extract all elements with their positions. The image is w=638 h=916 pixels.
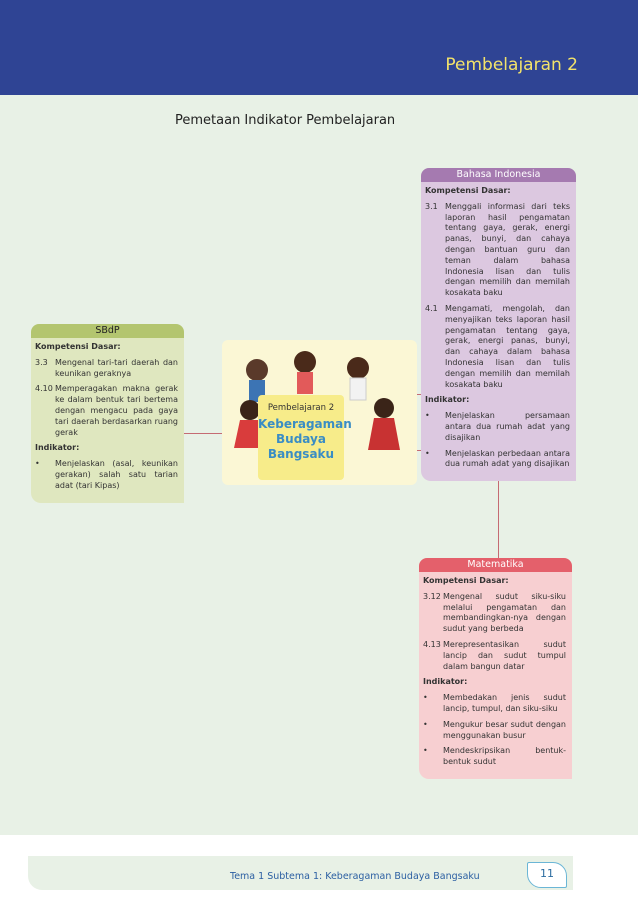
kd-number: 3.3 — [35, 357, 48, 367]
kd-item — [35, 384, 178, 438]
indikator-label: Indikator: — [35, 443, 80, 453]
kd-item — [425, 304, 570, 390]
center-topic-banner — [258, 395, 352, 480]
kd-item — [423, 640, 566, 672]
kd-text: Memperagakan makna gerak ke dalam bentuk tari bertema dengan mengacu pada gaya tari daerah berdasarkan ruang gerak — [55, 384, 178, 437]
indikator-item — [423, 720, 566, 742]
bahasa-indonesia-box — [421, 168, 576, 481]
indikator-item — [425, 449, 570, 471]
kd-number: 4.10 — [35, 384, 53, 394]
footer-text: Tema 1 Subtema 1: Keberagaman Budaya Bangsaku — [230, 871, 480, 882]
kd-text: Merepresentasikan sudut lancip dan sudut tumpul dalam bangun datar — [443, 639, 566, 671]
center-title — [258, 417, 352, 462]
kd-text: Mengamati, mengolah, dan menyajikan teks laporan hasil pengamatan tentang gaya, gerak, energi panas, bunyi, dan cahaya dalam bahasa Indonesia lisan dan tulis dengan memilih dan memilah kosakata baku — [445, 303, 570, 389]
indikator-label: Indikator: — [423, 677, 468, 687]
bi-title: Bahasa Indonesia — [421, 168, 576, 182]
bullet-icon: • — [35, 459, 40, 469]
indikator-item — [423, 693, 566, 715]
indikator-item — [35, 459, 178, 491]
kd-number: 4.1 — [425, 303, 438, 313]
bullet-icon: • — [423, 693, 428, 703]
bullet-icon: • — [423, 719, 428, 729]
indikator-text: Mengukur besar sudut dengan menggunakan busur — [443, 719, 566, 740]
kd-item — [425, 202, 570, 299]
mat-body — [419, 572, 572, 779]
kd-label: Kompetensi Dasar: — [35, 342, 121, 351]
kd-text: Menggali informasi dari teks laporan hasil pengamatan tentang gaya, gerak, energi panas, bunyi, dan cahaya dengan bantuan guru dan teman dalam bahasa Indonesia lisan dan tulis dengan memilih dan memilah kosakata baku — [445, 201, 570, 298]
indikator-text: Membedakan jenis sudut lancip, tumpul, dan siku-siku — [443, 693, 566, 713]
indikator-item — [425, 411, 570, 443]
bullet-icon: • — [423, 746, 428, 756]
center-label: Pembelajaran 2 — [267, 403, 335, 413]
kd-item — [423, 592, 566, 635]
bi-body — [421, 182, 576, 481]
indikator-text: Mendeskripsikan bentuk-bentuk sudut — [443, 746, 566, 767]
kd-label: Kompetensi Dasar: — [425, 186, 511, 195]
sbdp-body — [31, 338, 184, 503]
mat-title: Matematika — [419, 558, 572, 572]
kd-number: 4.13 — [423, 639, 441, 649]
bullet-icon: • — [425, 411, 430, 421]
indikator-item — [423, 746, 566, 768]
header-title: Pembelajaran 2 — [445, 55, 578, 75]
center-title-line: Bangsaku — [267, 447, 335, 461]
sbdp-title: SBdP — [31, 324, 184, 338]
kd-number: 3.12 — [423, 591, 441, 601]
connector-line-sbdp — [184, 433, 222, 434]
kd-text: Mengenal tari-tari daerah dan keunikan geraknya — [55, 357, 178, 378]
kd-number: 3.1 — [425, 201, 438, 211]
page-title: Pemetaan Indikator Pembelajaran — [175, 113, 396, 128]
sbdp-box — [31, 324, 184, 503]
kd-text: Mengenal sudut siku-siku melalui pengamatan dan membandingkan-nya dengan sudut yang berbeda — [443, 591, 566, 634]
indikator-text: Menjelaskan persamaan antara dua rumah adat yang disajikan — [445, 411, 570, 442]
matematika-box — [419, 558, 572, 779]
kd-item — [35, 358, 178, 380]
page-header — [0, 0, 638, 95]
indikator-text: Menjelaskan perbedaan antara dua rumah adat yang disajikan — [445, 448, 570, 469]
indikator-label: Indikator: — [425, 395, 470, 405]
kd-label: Kompetensi Dasar: — [423, 576, 509, 585]
bullet-icon: • — [425, 448, 430, 458]
center-title-line: Budaya — [276, 432, 326, 446]
indikator-text: Menjelaskan (asal, keunikan gerakan) salah satu tarian adat (tari Kipas) — [55, 459, 178, 490]
center-title-line: Keberagaman — [258, 417, 352, 431]
page-number: 11 — [527, 862, 567, 888]
